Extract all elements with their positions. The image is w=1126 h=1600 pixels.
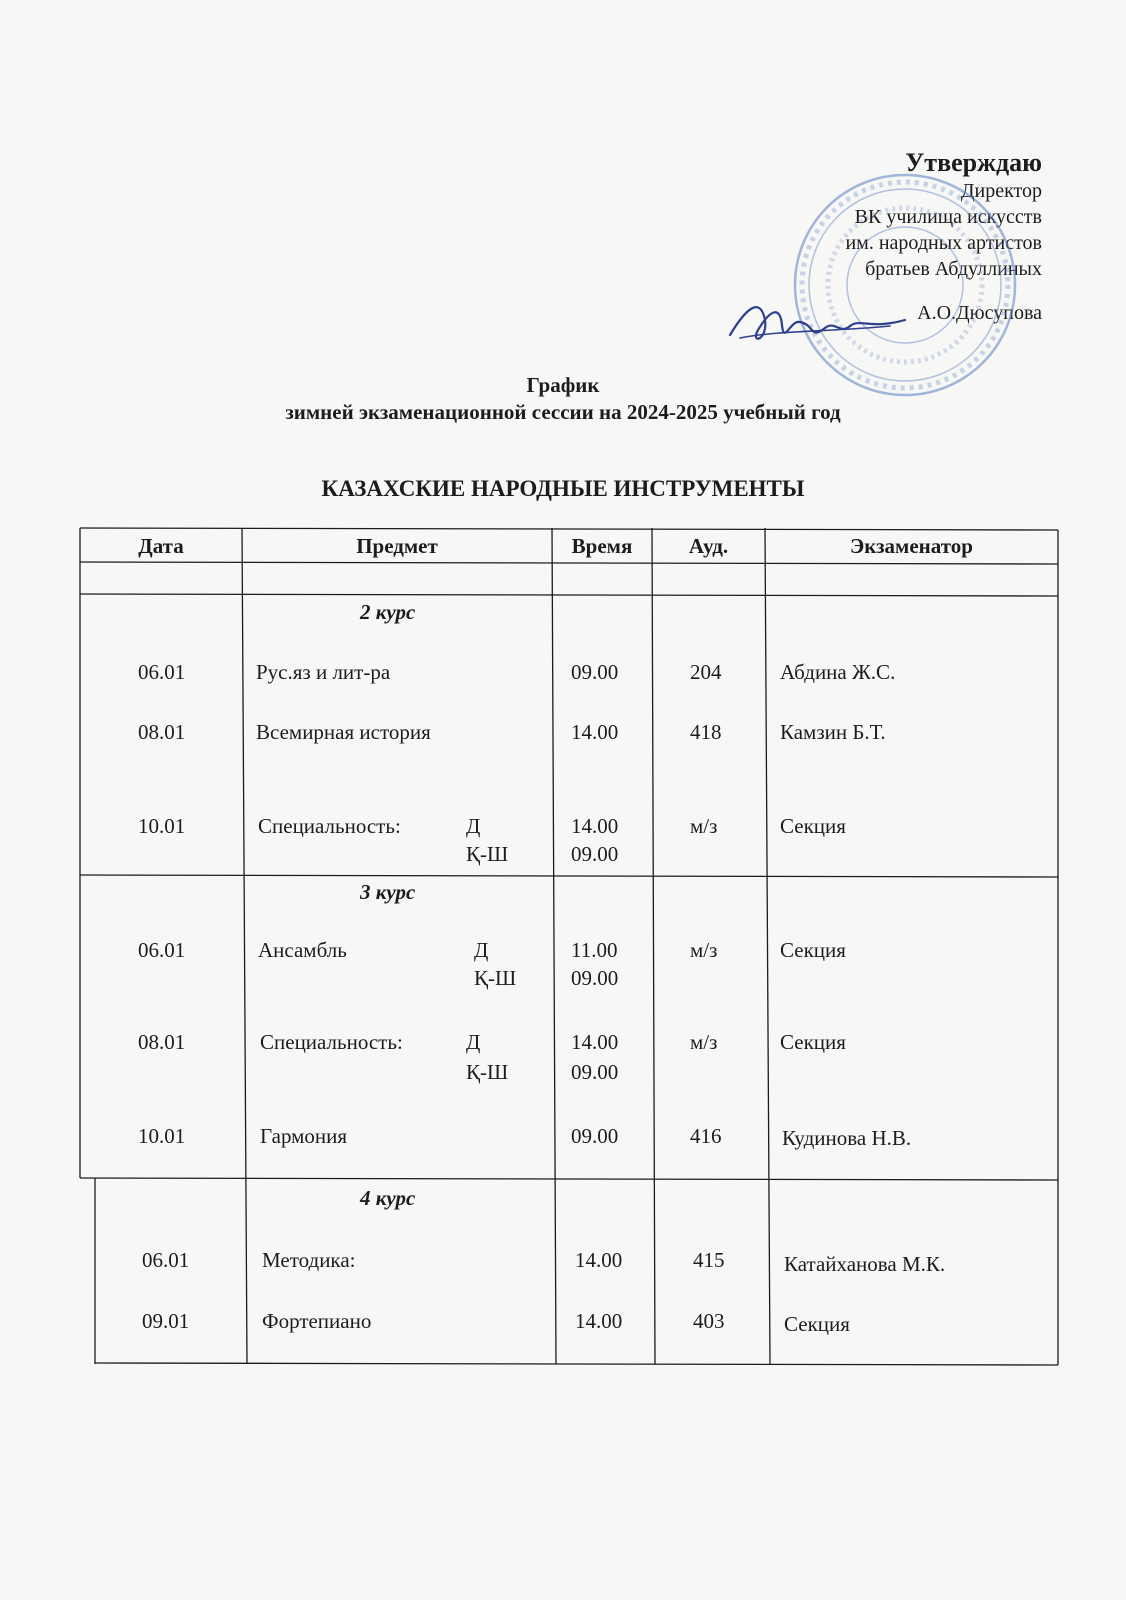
cell-date: 08.01 (138, 1030, 186, 1054)
cell-room: 416 (690, 1124, 722, 1148)
cell-subject: Специальность: (260, 1030, 403, 1054)
cell-time: 09.00 (571, 966, 619, 990)
cell-date: 10.01 (138, 1124, 186, 1148)
course-label: 3 курс (360, 880, 416, 904)
cell-subject-variant: Қ-Ш (474, 966, 517, 990)
department-heading: КАЗАХСКИЕ НАРОДНЫЕ ИНСТРУМЕНТЫ (321, 476, 805, 501)
cell-subject: Рус.яз и лит-ра (256, 660, 391, 684)
cell-examiner: Секция (780, 1030, 846, 1054)
cell-room: м/з (690, 814, 718, 838)
header-date: Дата (138, 534, 184, 558)
cell-room: 204 (690, 660, 722, 684)
cell-examiner: Секция (780, 938, 846, 962)
cell-time: 09.00 (571, 660, 619, 684)
cell-time: 11.00 (571, 938, 618, 962)
cell-subject: Ансамбль (258, 938, 347, 962)
cell-examiner: Кудинова Н.В. (782, 1126, 912, 1150)
cell-examiner: Катайханова М.К. (784, 1252, 946, 1276)
approval-heading: Утверждаю (905, 148, 1042, 177)
header-room: Ауд. (688, 534, 729, 558)
course-label: 4 курс (360, 1186, 416, 1210)
title-line-2: зимней экзаменационной сессии на 2024-2025 учебный год (285, 400, 841, 424)
cell-time: 09.00 (571, 842, 619, 866)
cell-subject: Специальность: (258, 814, 401, 838)
header-subject: Предмет (356, 534, 438, 558)
cell-room: 403 (693, 1309, 725, 1333)
cell-examiner: Секция (784, 1312, 850, 1336)
title-line-1: График (526, 373, 600, 397)
cell-subject-variant: Д (466, 1030, 481, 1054)
cell-room: 418 (690, 720, 722, 744)
cell-time: 14.00 (571, 720, 619, 744)
cell-room: м/з (690, 1030, 718, 1054)
cell-examiner: Секция (780, 814, 846, 838)
approval-line: им. народных артистов (845, 232, 1042, 254)
approval-line: братьев Абдуллиных (865, 258, 1042, 280)
cell-subject-variant: Д (466, 814, 481, 838)
approval-line: Директор (960, 180, 1042, 202)
cell-date: 06.01 (142, 1248, 190, 1272)
cell-room: 415 (693, 1248, 725, 1272)
cell-subject: Всемирная история (256, 720, 431, 744)
cell-date: 06.01 (138, 938, 186, 962)
cell-subject: Фортепиано (262, 1309, 372, 1333)
cell-subject-variant: Қ-Ш (466, 1060, 509, 1084)
cell-time: 14.00 (571, 1030, 619, 1054)
cell-time: 09.00 (571, 1060, 619, 1084)
cell-time: 14.00 (571, 814, 619, 838)
course-label: 2 курс (360, 600, 416, 624)
cell-subject: Гармония (260, 1124, 348, 1148)
cell-room: м/з (690, 938, 718, 962)
cell-time: 09.00 (571, 1124, 619, 1148)
cell-subject-variant: Д (474, 938, 489, 962)
cell-date: 06.01 (138, 660, 186, 684)
cell-date: 10.01 (138, 814, 186, 838)
cell-date: 08.01 (138, 720, 186, 744)
header-examiner: Экзаменатор (850, 534, 973, 558)
approval-signatory: А.О.Дюсупова (917, 302, 1042, 324)
cell-examiner: Камзин Б.Т. (780, 720, 886, 744)
cell-examiner: Абдина Ж.С. (780, 660, 896, 684)
cell-subject-variant: Қ-Ш (466, 842, 509, 866)
cell-subject: Методика: (262, 1248, 356, 1272)
cell-date: 09.01 (142, 1309, 190, 1333)
header-time: Время (571, 534, 633, 558)
cell-time: 14.00 (575, 1248, 623, 1272)
approval-line: ВК училища искусств (854, 206, 1042, 228)
cell-time: 14.00 (575, 1309, 623, 1333)
